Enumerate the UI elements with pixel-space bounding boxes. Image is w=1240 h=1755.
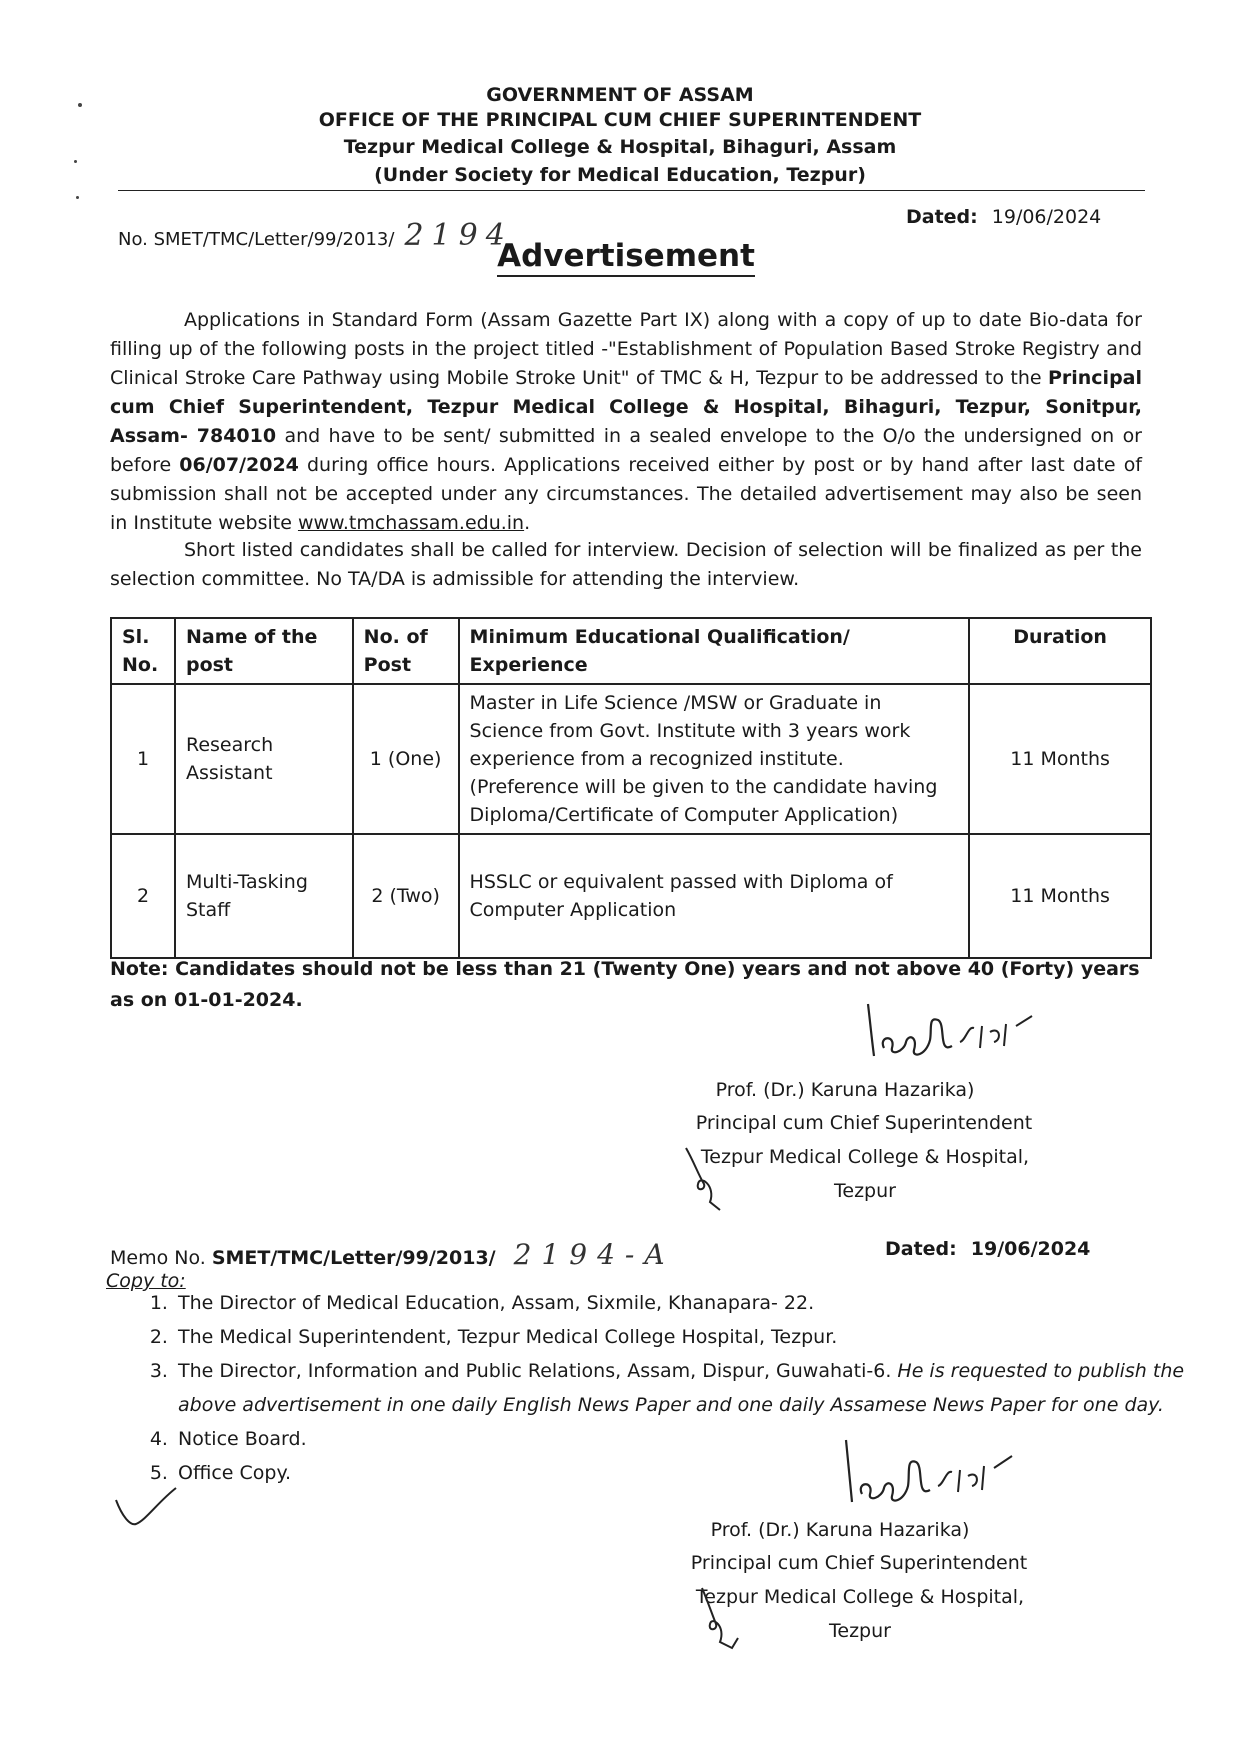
initials-mark-icon	[690, 1586, 750, 1656]
header-office: OFFICE OF THE PRINCIPAL CUM CHIEF SUPERINTENDENT	[318, 109, 922, 131]
website-link[interactable]: www.tmchassam.edu.in	[297, 512, 525, 534]
document-title-text: Advertisement	[497, 238, 755, 277]
signatory-designation: Principal cum Chief Superintendent	[690, 1552, 1028, 1574]
header-duration: Duration	[969, 618, 1151, 684]
cell-qualification: HSSLC or equivalent passed with Diploma of Computer Application	[459, 834, 970, 958]
signatory-name: Prof. (Dr.) Karuna Hazarika)	[715, 1079, 975, 1101]
signatory-institution: Tezpur Medical College & Hospital,	[695, 1586, 1025, 1608]
memo-dated-label: Dated:	[885, 1238, 957, 1260]
memo-date	[885, 1238, 1104, 1260]
copy-instruction: He is requested to publish the above advertisement in one daily English News Paper and one daily Assamese News Paper for one day.	[178, 1360, 1185, 1416]
cell-post: Multi-Tasking Staff	[175, 834, 353, 958]
tick-mark-icon	[112, 1486, 182, 1530]
cell-post: Research Assistant	[175, 684, 353, 834]
cell-count: 2 (Two)	[353, 834, 459, 958]
copy-recipient: The Director, Information and Public Relations, Assam, Dispur, Guwahati-6.	[178, 1360, 898, 1382]
memo-prefix: Memo No.	[110, 1247, 212, 1269]
signature-icon	[832, 1436, 1032, 1512]
cell-duration: 11 Months	[969, 834, 1151, 958]
cell-count: 1 (One)	[353, 684, 459, 834]
qualification-note: (Preference will be given to the candidate having Diploma/Certificate of Computer Application)	[469, 776, 938, 826]
cell-duration: 11 Months	[969, 684, 1151, 834]
signatory-name: Prof. (Dr.) Karuna Hazarika)	[710, 1519, 970, 1541]
signature-icon	[856, 996, 1056, 1066]
list-item	[174, 1422, 1214, 1456]
reference-date	[906, 206, 1101, 228]
header-sl-no: Sl. No.	[111, 618, 175, 684]
table-row	[111, 834, 1151, 958]
posts-table	[110, 617, 1152, 959]
copy-recipient: Notice Board.	[178, 1428, 307, 1450]
copy-recipient: Office Copy.	[178, 1462, 292, 1484]
p1-end: during office hours. Applications received either by post or by hand after last date of submission shall not be accepted under any circumstances. The detailed advertisement may also be seen in Institute website	[110, 454, 1143, 534]
list-item	[174, 1286, 1214, 1320]
header-institution: Tezpur Medical College & Hospital, Bihaguri, Assam	[343, 136, 897, 158]
handwritten-memo-number: 2194-A	[513, 1238, 675, 1271]
scan-speck	[74, 160, 77, 163]
table-header-row	[111, 618, 1151, 684]
p1-intro: Applications in Standard Form (Assam Gazette Part IX) along with a copy of up to date Bio-data for filling up of the following posts in the project titled -"Establishment of Population Based Stroke Registry and Clinical Stroke Care Pathway using Mobile Stroke Unit" of TMC & H, Tezpur to be addressed to the	[110, 309, 1142, 389]
signatory-designation: Principal cum Chief Superintendent	[695, 1112, 1033, 1134]
initials-mark-icon	[676, 1144, 736, 1214]
table-row	[111, 684, 1151, 834]
p1-address: Principal cum Chief Superintendent, Tezpur Medical College & Hospital, Bihaguri, Tezpur, Sonitpur, Assam- 784010	[110, 367, 1142, 447]
scan-speck	[76, 196, 79, 199]
cell-sl: 2	[111, 834, 175, 958]
copy-list	[120, 1286, 1214, 1490]
header-post-name: Name of the post	[175, 618, 353, 684]
dated-value: 19/06/2024	[991, 206, 1102, 228]
body-paragraph-interview	[110, 536, 1142, 594]
p1-last-date: 06/07/2024	[179, 454, 299, 476]
copy-recipient: The Director of Medical Education, Assam, Sixmile, Khanapara- 22.	[178, 1292, 815, 1314]
list-item	[174, 1320, 1214, 1354]
header-divider	[118, 190, 1145, 191]
reference-number-label: No. SMET/TMC/Letter/99/2013/	[118, 229, 395, 250]
eligibility-note: Note: Candidates should not be less than 21 (Twenty One) years and not above 40 (Forty) years as on 01-01-2024.	[110, 958, 1140, 1011]
copy-recipient: The Medical Superintendent, Tezpur Medical College Hospital, Tezpur.	[178, 1326, 838, 1348]
header-post-count: No. of Post	[353, 618, 459, 684]
p1-period: .	[524, 512, 531, 534]
copy-to-label: Copy to:	[106, 1270, 186, 1292]
header-society: (Under Society for Medical Education, Tezpur)	[374, 164, 866, 186]
cell-sl: 1	[111, 684, 175, 834]
signatory-institution: Tezpur Medical College & Hospital,	[700, 1146, 1030, 1168]
handwritten-reference-number: 2194	[404, 218, 513, 253]
body-paragraph-applications	[110, 306, 1142, 538]
cell-qualification	[459, 684, 970, 834]
memo-dated-value: 19/06/2024	[970, 1238, 1091, 1260]
p1-mid: and have to be sent/ submitted in a sealed envelope to the O/o the undersigned on or before	[110, 425, 1142, 476]
document-title	[0, 238, 1240, 274]
qualification-text: Master in Life Science /MSW or Graduate in Science from Govt. Institute with 3 years work experience from a recognized institute.	[469, 692, 911, 770]
memo-ref: SMET/TMC/Letter/99/2013/	[211, 1247, 496, 1269]
dated-label: Dated:	[906, 206, 978, 228]
list-item	[174, 1354, 1214, 1422]
signatory-place: Tezpur	[834, 1180, 896, 1202]
p2-text: Short listed candidates shall be called for interview. Decision of selection will be finalized as per the selection committee. No TA/DA is admissible for attending the interview.	[110, 539, 1142, 590]
signatory-place: Tezpur	[829, 1620, 891, 1642]
memo-number	[110, 1238, 675, 1271]
header-government: GOVERNMENT OF ASSAM	[486, 84, 754, 106]
header-qualification: Minimum Educational Qualification/ Experience	[459, 618, 970, 684]
list-item	[174, 1456, 1214, 1490]
